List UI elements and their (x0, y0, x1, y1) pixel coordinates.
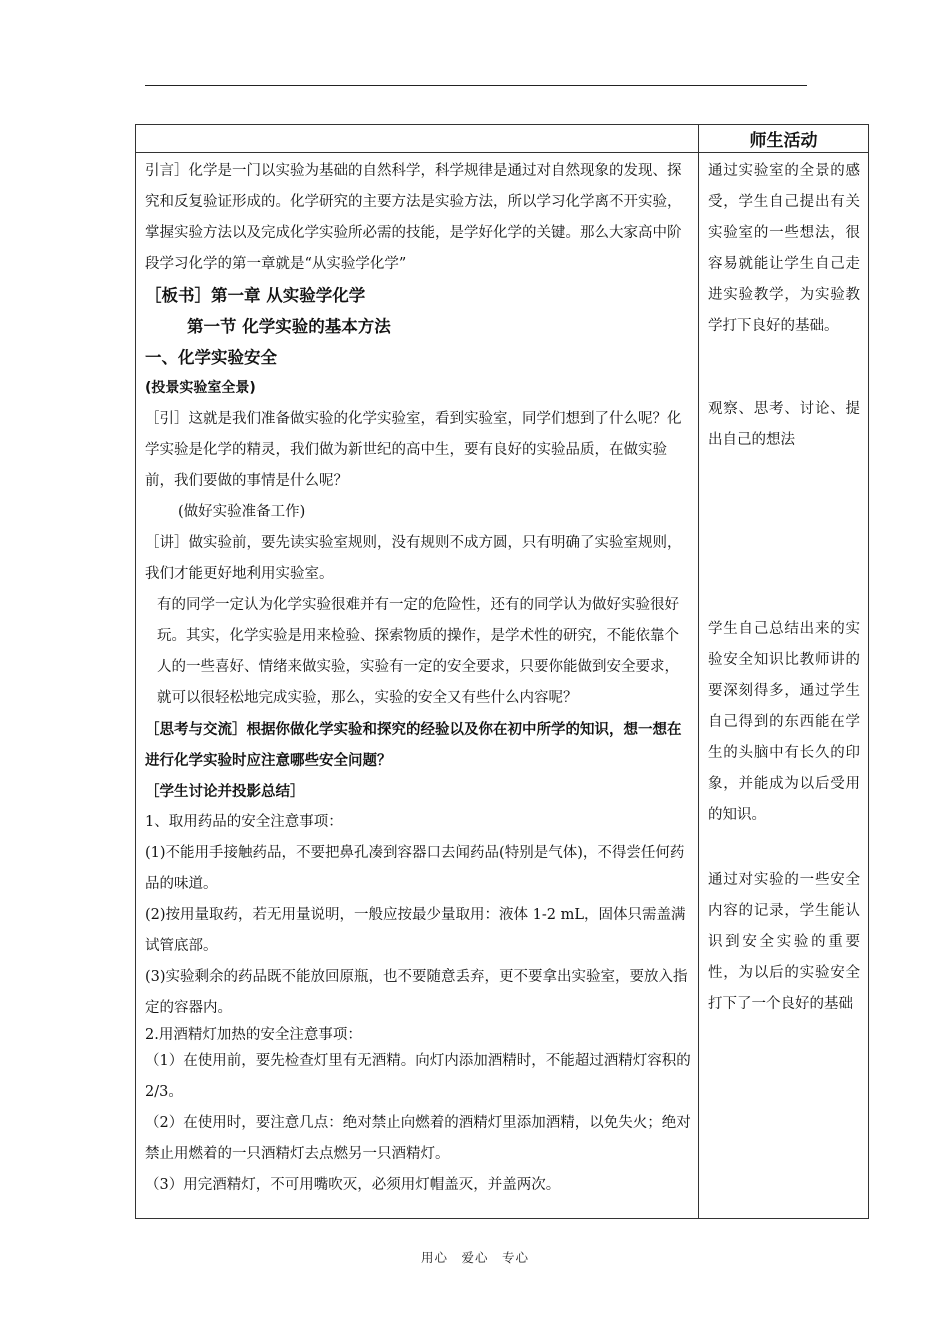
lesson-content-cell (136, 153, 699, 1219)
item1-rule2: (2)按用量取药，若无用量说明，一般应按最少量取用：液体 1-2 mL，固体只需盖满试管底部。 (145, 907, 686, 954)
item1-title: 1、取用药品的安全注意事项： (145, 814, 343, 830)
activity-note-1: 通过实验室的全景的感受，学生自己提出有关实验室的一些想法，很容易就能让学生自己走进实验教学，为实验教学打下良好的基础。 (708, 163, 860, 334)
lesson-plan-table (135, 124, 869, 1219)
intro-paragraph: 引言］化学是一门以实验为基础的自然科学，科学规律是通过对自然现象的发现、探究和反复验证形成的。化学研究的主要方法是实验方法，所以学习化学离不开实验，掌握实验方法以及完成化学实验所必需的技能，是学好化学的关键。那么大家高中阶段学习化学的第一章就是“从实验学化学” (145, 163, 682, 272)
section-title: 第一节 化学实验的基本方法 (187, 317, 391, 336)
discussion-summary-label: ［学生讨论并投影总结］ (145, 783, 305, 800)
table-header-row (136, 125, 869, 153)
activity-note-2: 观察、思考、讨论、提出自己的想法 (708, 401, 860, 448)
spacer (708, 831, 860, 865)
prep-note: (做好实验准备工作) (178, 504, 306, 520)
danger-paragraph: 有的同学一定认为化学实验很难并有一定的危险性，还有的同学认为做好实验很好玩。其实，化学实验是用来检验、探索物质的操作，是学术性的研究，不能依靠个人的一些喜好、情绪来做实验，实验有一定的安全要求，只要你能做到安全要求，就可以很轻松地完成实验，那么，实验的安全又有些什么内容呢？ (157, 597, 679, 706)
spacer (708, 456, 860, 614)
board-title: ［板书］第一章 从实验学化学 (145, 286, 366, 305)
projection-note: (投景实验室全景) (145, 380, 256, 396)
item2-rule3: （3）用完酒精灯，不可用嘴吹灭，必须用灯帽盖灭，并盖两次。 (145, 1177, 561, 1193)
table-body-row (136, 153, 869, 1219)
heading-lab-safety: 一、化学实验安全 (145, 348, 277, 367)
header-rule (145, 85, 807, 86)
item1-rule1: (1)不能用手接触药品，不要把鼻孔凑到容器口去闻药品(特别是气体)，不得尝任何药品的味道。 (145, 845, 685, 892)
jiang-paragraph: ［讲］做实验前，要先读实验室规则，没有规则不成方圆，只有明确了实验室规则，我们才能更好地利用实验室。 (145, 535, 682, 582)
item2-rule2: （2）在使用时，要注意几点：绝对禁止向燃着的酒精灯里添加酒精，以免失火；绝对禁止用燃着的一只酒精灯去点燃另一只酒精灯。 (145, 1115, 691, 1162)
activity-note-4: 通过对实验的一些安全内容的记录，学生能认识到安全实验的重要性，为以后的实验安全打下了一个良好的基础 (708, 872, 860, 1012)
header-teacher-student-activity: 师生活动 (699, 125, 869, 153)
page-footer: 用心 爱心 专心 (420, 1250, 529, 1265)
activity-note-3: 学生自己总结出来的实验安全知识比教师讲的要深刻得多，通过学生自己得到的东西能在学生的头脑中有长久的印象，并能成为以后受用的知识。 (708, 621, 860, 823)
yin-paragraph: ［引］这就是我们准备做实验的化学实验室，看到实验室，同学们想到了什么呢？化学实验是化学的精灵，我们做为新世纪的高中生，要有良好的实验品质，在做实验前，我们要做的事情是什么呢？ (145, 411, 682, 489)
think-exchange-paragraph: ［思考与交流］根据你做化学实验和探究的经验以及你在初中所学的知识，想一想在进行化学实验时应注意哪些安全问题？ (145, 721, 682, 769)
item1-rule3: (3)实验剩余的药品既不能放回原瓶，也不要随意丢弃，更不要拿出实验室，要放入指定的容器内。 (145, 969, 688, 1016)
spacer (708, 342, 860, 394)
activity-notes-cell (699, 153, 869, 1219)
item2-title: 2.用酒精灯加热的安全注意事项： (145, 1027, 362, 1043)
item2-rule1: （1）在使用前，要先检查灯里有无酒精。向灯内添加酒精时，不能超过酒精灯容积的 2/3。 (145, 1053, 691, 1100)
header-left-cell (136, 125, 699, 153)
